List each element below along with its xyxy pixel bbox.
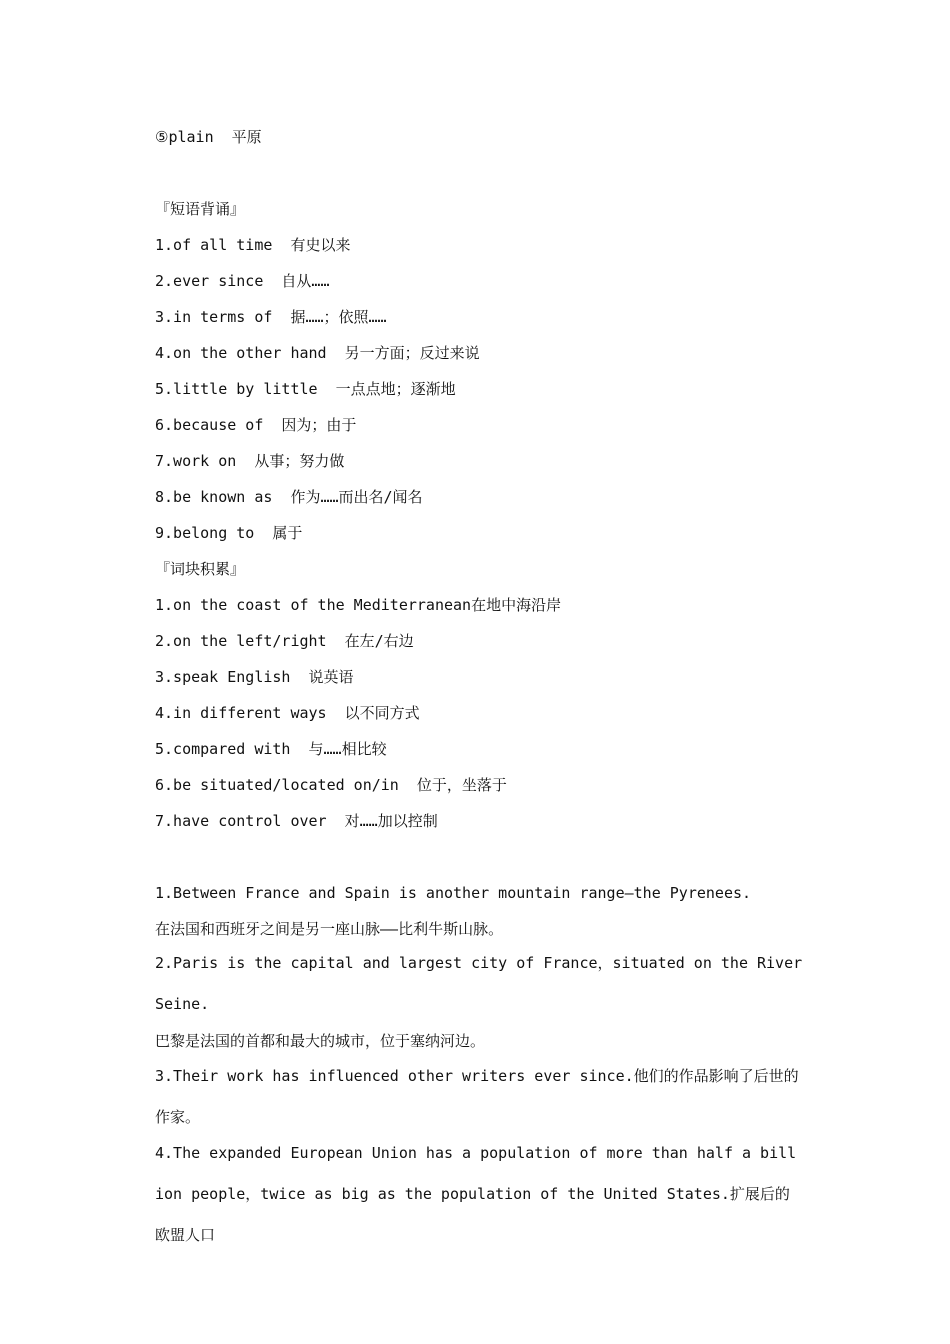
sentence-english: 1.Between France and Spain is another mountain range—the Pyrenees. (155, 884, 752, 902)
chunks-section-header: 『词块积累』 (155, 560, 246, 578)
chunk-item: 6.be situated/located on/in 位于，坐落于 (155, 776, 507, 794)
sentence-chinese: 巴黎是法国的首都和最大的城市，位于塞纳河边。 (155, 1032, 486, 1050)
phrase-item: 1.of all time 有史以来 (155, 236, 351, 254)
sentence-english: 3.Their work has influenced other writers ever since.他们的作品影响了后世的作家。 (155, 1067, 799, 1126)
chunk-item: 4.in different ways 以不同方式 (155, 704, 420, 722)
chunk-item: 1.on the coast of the Mediterranean在地中海沿岸 (155, 596, 562, 614)
sentence-english: 4.The expanded European Union has a population of more than half a billion people，twice as big as the population of the United States.扩展后的欧盟人口 (155, 1144, 797, 1244)
chunk-item: 7.have control over 对……加以控制 (155, 812, 438, 830)
phrase-item: 6.because of 因为；由于 (155, 416, 357, 434)
phrase-item: 8.be known as 作为……而出名/闻名 (155, 488, 423, 506)
chunk-item: 2.on the left/right 在左/右边 (155, 632, 414, 650)
phrase-item: 7.work on 从事；努力做 (155, 452, 345, 470)
phrase-item: 2.ever since 自从…… (155, 272, 330, 290)
phrases-section-header: 『短语背诵』 (155, 200, 246, 218)
phrase-item: 5.little by little 一点点地；逐渐地 (155, 380, 456, 398)
vocab-item-plain: ⑤plain 平原 (155, 128, 262, 146)
phrase-item: 9.belong to 属于 (155, 524, 303, 542)
sentence-english: 2.Paris is the capital and largest city of France，situated on the River Seine. (155, 954, 803, 1013)
chunk-item: 3.speak English 说英语 (155, 668, 354, 686)
sentence-chinese: 在法国和西班牙之间是另一座山脉——比利牛斯山脉。 (155, 920, 504, 938)
chunk-item: 5.compared with 与……相比较 (155, 740, 387, 758)
phrase-item: 3.in terms of 据……；依照…… (155, 308, 387, 326)
phrase-item: 4.on the other hand 另一方面；反过来说 (155, 344, 480, 362)
